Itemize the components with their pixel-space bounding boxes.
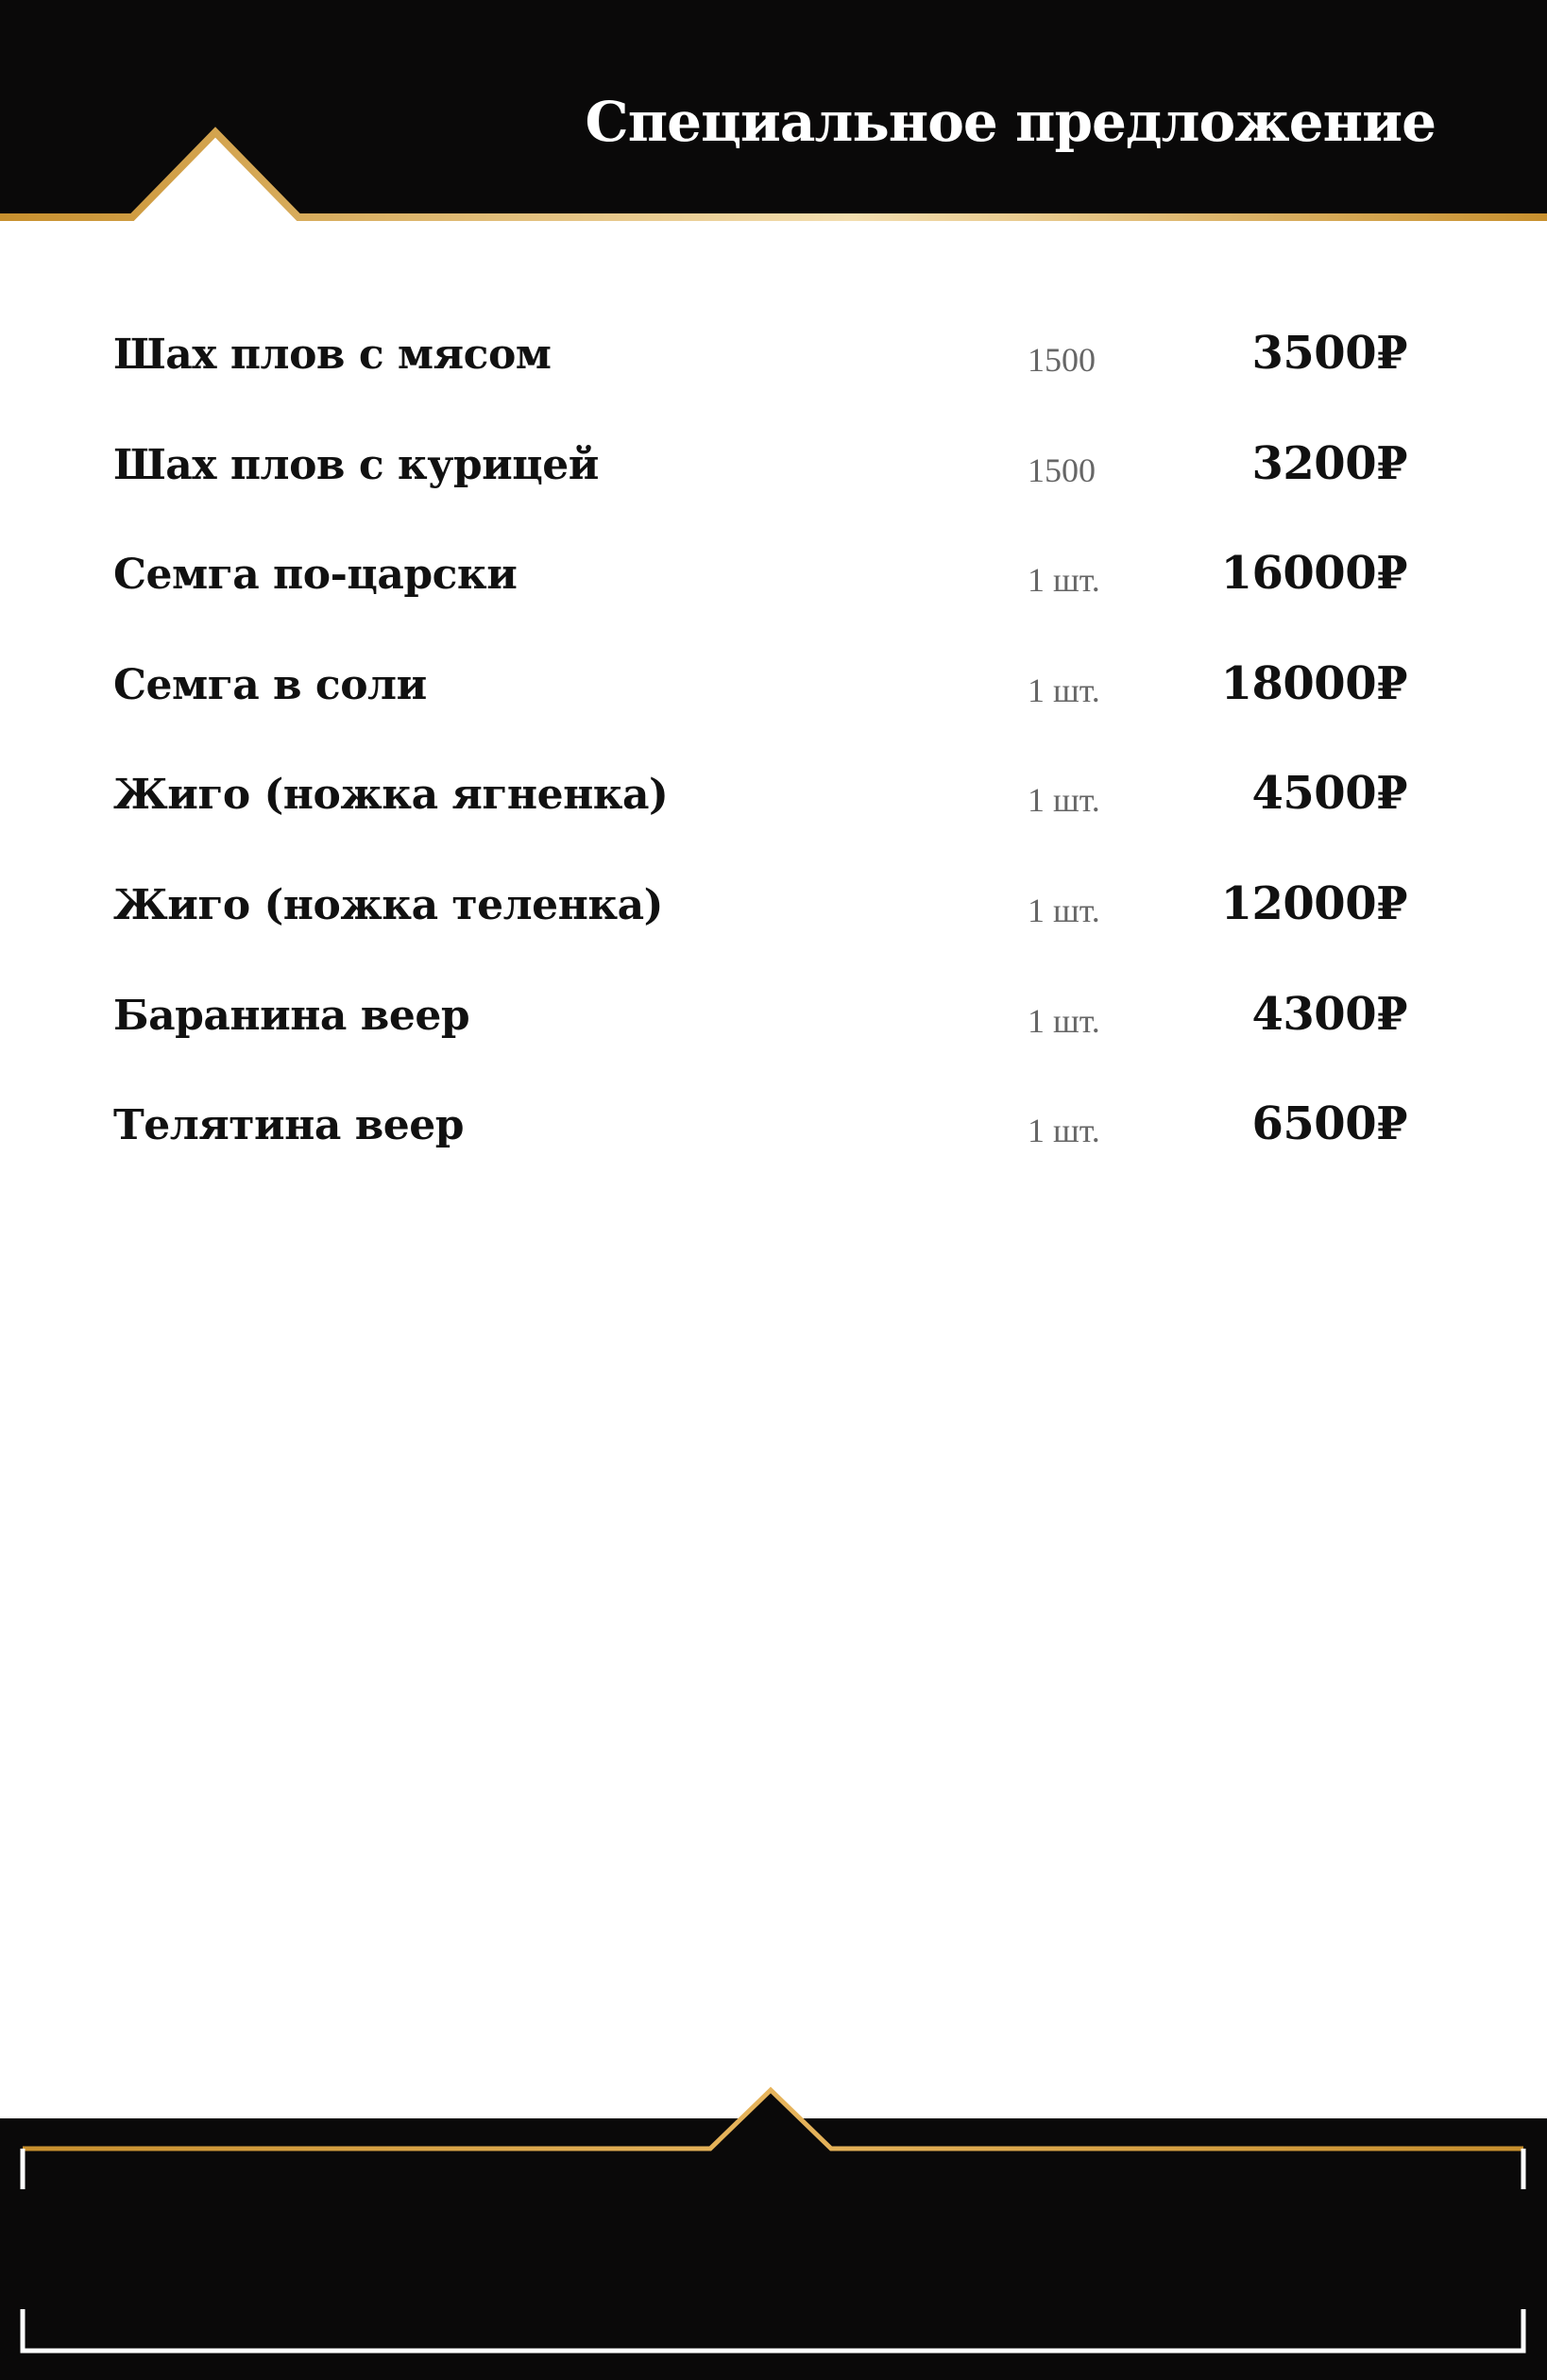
footer-ornament <box>0 2073 1547 2380</box>
menu-item <box>113 321 1407 432</box>
menu-item <box>113 1092 1407 1202</box>
menu-item-price: 4500₽ <box>1251 767 1407 821</box>
menu-item-portion: 1 шт. <box>1028 891 1100 929</box>
menu-item-name: Жиго (ножка теленка) <box>113 880 663 929</box>
menu-item-portion: 1 шт. <box>1028 781 1100 820</box>
menu-header <box>0 0 1547 227</box>
menu-item-price: 12000₽ <box>1220 876 1407 930</box>
menu-item <box>113 761 1407 872</box>
menu-item-price: 16000₽ <box>1220 547 1407 601</box>
menu-item-price: 18000₽ <box>1220 656 1407 710</box>
menu-footer <box>0 2073 1547 2380</box>
menu-item-portion: 1500 <box>1028 341 1096 379</box>
menu-item <box>113 541 1407 652</box>
menu-item-price: 6500₽ <box>1251 1097 1407 1151</box>
menu-item-portion: 1500 <box>1028 450 1096 489</box>
menu-item-name: Шах плов с курицей <box>113 440 599 489</box>
menu-list <box>113 321 1407 1202</box>
menu-item <box>113 872 1407 982</box>
menu-item-price: 3200₽ <box>1251 436 1407 490</box>
menu-item-portion: 1 шт. <box>1028 561 1100 600</box>
menu-item <box>113 432 1407 542</box>
page-title: Специальное предложение <box>585 90 1436 154</box>
menu-item-name: Жиго (ножка ягненка) <box>113 771 669 820</box>
menu-item-portion: 1 шт. <box>1028 1001 1100 1040</box>
menu-item <box>113 982 1407 1093</box>
menu-item-name: Семга в соли <box>113 660 427 709</box>
menu-item-portion: 1 шт. <box>1028 671 1100 709</box>
menu-item-price: 4300₽ <box>1251 987 1407 1041</box>
menu-item-name: Баранина веер <box>113 991 470 1040</box>
menu-item-price: 3500₽ <box>1251 327 1407 380</box>
menu-item-name: Шах плов с мясом <box>113 331 552 379</box>
menu-item-portion: 1 шт. <box>1028 1112 1100 1150</box>
menu-item-name: Семга по-царски <box>113 551 518 600</box>
menu-item <box>113 652 1407 762</box>
menu-item-name: Телятина веер <box>113 1101 465 1150</box>
